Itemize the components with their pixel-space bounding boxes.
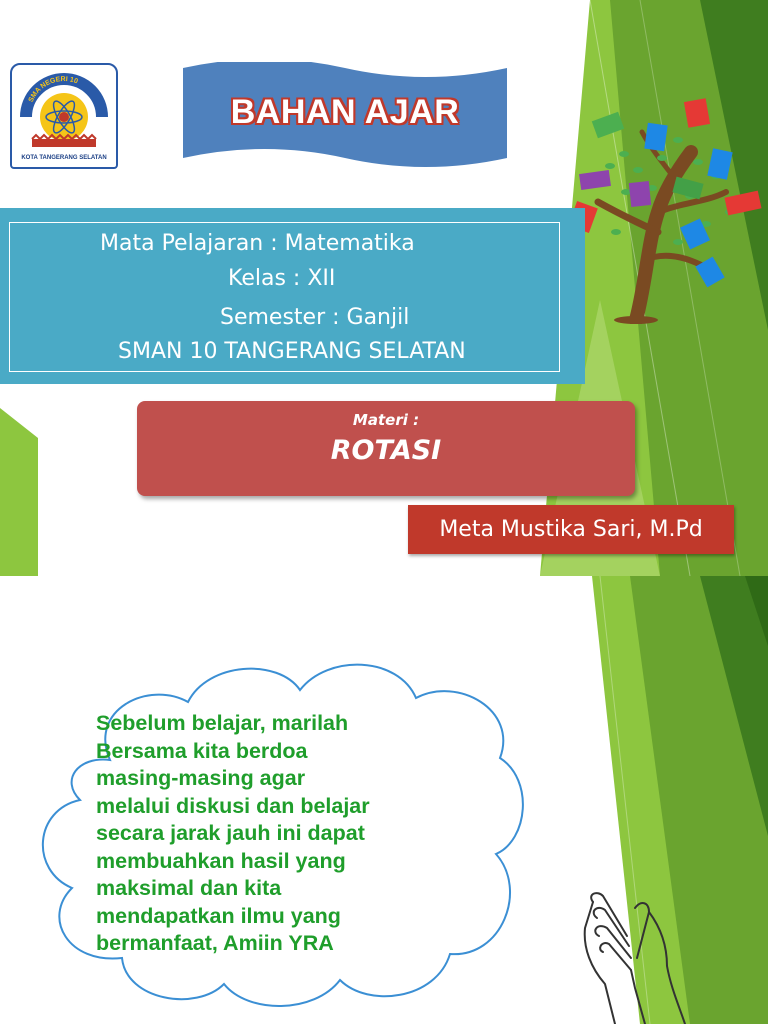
prayer-line-6: membuahkan hasil yang xyxy=(96,848,346,873)
slide-2 xyxy=(0,576,768,1024)
prayer-line-7: maksimal dan kita xyxy=(96,876,282,900)
prayer-line-8: mendapatkan ilmu yang xyxy=(96,903,341,928)
prayer-line-9: bermanfaat, Amiin YRA xyxy=(96,931,334,955)
subject-text: Mata Pelajaran : Matematika xyxy=(100,231,415,256)
class-text: Kelas : XII xyxy=(228,266,336,291)
logo-caption: KOTA TANGERANG SELATAN xyxy=(21,155,107,161)
school-logo xyxy=(10,63,118,169)
school-emblem-icon xyxy=(12,67,116,153)
praying-hands-icon xyxy=(575,888,695,1024)
title-banner xyxy=(180,62,510,174)
prayer-line-5: secara jarak jauh ini dapat xyxy=(96,821,365,845)
logo-arc-text: SMA NEGERI 10 xyxy=(27,75,79,104)
prayer-line-1: Sebelum belajar, marilah xyxy=(96,711,349,735)
school-name-text: SMAN 10 TANGERANG SELATAN xyxy=(118,339,466,364)
prayer-line-2: Bersama kita berdoa xyxy=(96,738,308,763)
book-tree-icon xyxy=(566,92,768,324)
materi-box xyxy=(137,401,635,496)
prayer-message xyxy=(96,710,456,958)
materi-label: Materi : xyxy=(352,411,420,429)
prayer-line-3: masing-masing agar xyxy=(96,766,306,790)
prayer-line-4: melalui diskusi dan belajar xyxy=(96,793,370,818)
semester-text: Semester : Ganjil xyxy=(220,305,410,330)
author-name: Meta Mustika Sari, M.Pd xyxy=(439,517,703,542)
author-box xyxy=(408,505,734,554)
banner-title: BAHAN AJAR xyxy=(230,92,460,131)
materi-title: ROTASI xyxy=(330,435,442,466)
